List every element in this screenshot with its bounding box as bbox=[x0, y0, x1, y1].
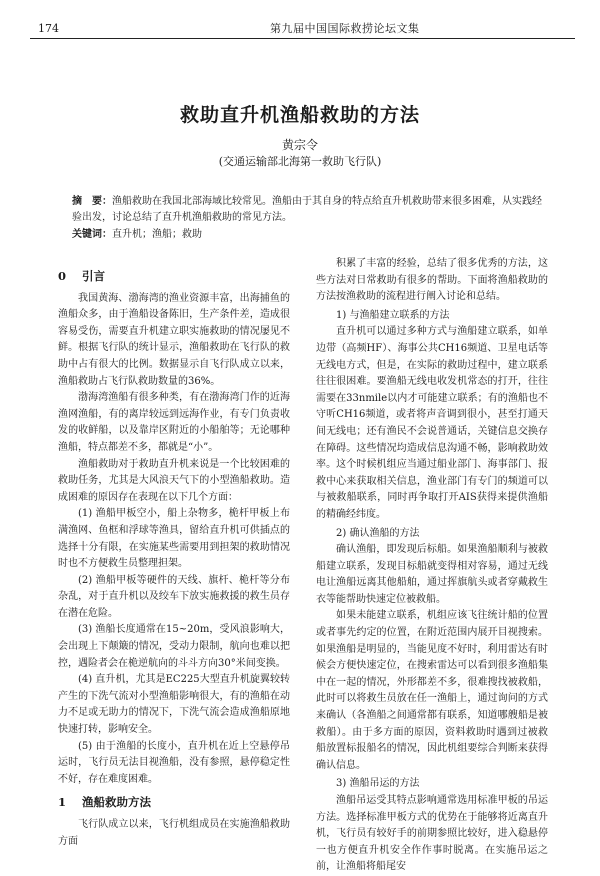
subsection-heading: 3) 渔船吊运的方法 bbox=[336, 778, 420, 790]
paragraph: 确认渔船，即发现后标船。如果渔船顺利与被救船建立联系，发现目标船就变得相对容易，通过无线电让渔船远离其他船舶，通过挥旗航头或者穿戴救生衣等能帮助快速定位被救船。 bbox=[316, 544, 548, 605]
list-item: (2) 渔船甲板等硬件的天线、旗杆、桅杆等分布杂乱，对于直升机以及绞车下放实施救援的救生员存在潜在危险。 bbox=[58, 574, 290, 619]
paragraph: 渔船吊运受其特点影响通常选用标准甲板的吊运方法。选择标准甲板方式的优势在于能够将近离直升机，飞行员有较好手的前期参照比较好，进入稳悬停一也方便直升机安全作作事时脱离。在实施吊运之前，让渔船将船尾安 bbox=[316, 795, 548, 873]
section-number: 0 bbox=[58, 269, 67, 283]
paper-author: 黄宗令 bbox=[281, 138, 318, 152]
list-item: (4) 直升机，尤其是EC225大型直升机旋翼较转产生的下洗气流对小型渔船影响很大，有的渔船在动力不足或无助力的情况下，下洗气流会造成渔船原地快速打转，影响安全。 bbox=[58, 674, 290, 736]
list-item: (3) 渔船长度通常在15~20m，受风浪影响大，会出现上下颠簸的情况，受动力限制，航向也难以把控，遇险者会在桅逆航向的斗斗方向30°米间变换。 bbox=[58, 624, 290, 669]
list-item: (5) 由于渔船的长度小，直升机在近上空悬停吊运时，飞行员无法目视渔船，没有参照，悬停稳定性不好，存在难度困难。 bbox=[58, 740, 290, 785]
section-title: 引言 bbox=[82, 269, 105, 283]
keywords-label: 关键词： bbox=[72, 229, 112, 240]
paragraph: 飞行队成立以来，飞行机组成员在实施渔船救助方面 bbox=[58, 819, 290, 847]
list-item: (1) 渔船甲板空小，船上杂物多，桅杆甲板上布满渔网、鱼框和浮球等渔具，留给直升机可供插点的选择十分有限，在实施某些需要用到担架的救助情况时也不方便救生员整理担架。 bbox=[58, 508, 290, 570]
section-heading-methods bbox=[58, 794, 290, 811]
subsection-heading: 1) 与渔船建立联系的方法 bbox=[336, 309, 450, 321]
keywords bbox=[72, 228, 542, 242]
right-column bbox=[316, 256, 548, 876]
section-number: 1 bbox=[58, 795, 67, 810]
left-column bbox=[58, 262, 290, 850]
paragraph: 积累了丰富的经验，总结了很多优秀的方法，这些方法对日常救助有很多的帮助。下面将渔船救助的方法按渔救助的流程进行阐入讨论和总结。 bbox=[316, 258, 548, 303]
paragraph: 我国黄海、渤海湾的渔业资源丰富，出海捕鱼的渔船众多，由于渔船设备陈旧，生产条件差，造成很容易受伤，需要直升机建立职实施救助的情况屡见不鲜。根据飞行队的统计显示，渔船救助在飞行队的救助中占有很大的比例。数据显示自飞行队成立以来，渔船救助占飞行队救助数量的36%。 bbox=[58, 292, 290, 387]
paper-title: 救助直升机渔船救助的方法 bbox=[179, 104, 420, 126]
subsection-heading: 2) 确认渔船的方法 bbox=[336, 527, 420, 539]
paragraph: 渤海湾渔船有很多种类，有在渤海湾门作的近海渔网渔船，有的离岸较远到远海作业，有专门负责收发的收鲜船，以及靠岸区附近的小船舶等；无论哪种渔船，特点都差不多，都就是“小”。 bbox=[58, 392, 290, 453]
section-title: 渔船救助方法 bbox=[82, 795, 151, 810]
running-header bbox=[30, 22, 575, 39]
abstract-text: 渔船救助在我国北部海域比较常见。渔船由于其自身的特点给直升机救助带来很多困难，从实践经验出发，讨论总结了直升机渔船救助的常见方法。 bbox=[72, 196, 542, 223]
paragraph: 渔船救助对于救助直升机来说是一个比较困难的救助任务，尤其是大风浪天气下的小型渔船救助。造成困难的原因存在表现在以下几个方面： bbox=[58, 458, 290, 503]
page-number: 174 bbox=[38, 22, 59, 35]
keywords-text: 直升机；渔船；救助 bbox=[112, 229, 202, 240]
running-head-title: 第九届中国国际救捞论坛文集 bbox=[270, 22, 420, 35]
abstract-label: 摘 要： bbox=[72, 196, 112, 207]
section-heading-intro bbox=[58, 268, 290, 285]
abstract bbox=[72, 194, 542, 226]
paper-affiliation: (交通运输部北海第一救助飞行队) bbox=[218, 155, 382, 168]
paragraph: 直升机可以通过多种方式与渔船建立联系，如单边带（高频HF）、海事公共CH16频道、卫星电话等无线电方式，但是，在实际的救助过程中，建立联系往往很困难。要渔船无线电收发机常态的打开，往往需要在33nmile以内才可能建立联系；有的渔船也不守听CH16频道，或者将声音调到很小，甚至打通天间无线电；还有渔民不会说普通话，关键信息交换存在障碍。这些情况均造成信息沟通不畅，影响救助效率。这个时候机组应当通过船业部门、海事部门、报救中心来获取相关信息，渔业部门有专门的频道可以与被救船联系，同时再争取打开AIS获得来提供渔船的精确经纬度。 bbox=[316, 326, 548, 520]
paragraph: 如果未能建立联系，机组应该飞往统计船的位置或者事先约定的位置，在附近范围内展开目视搜索。如果渔船是明显的，当能见度不好时，利用雷达有时候会方便快速定位，在搜索雷达可以看到很多渔船集中在一起的情况，外形都差不多，很难搜找被救船，此时可以将救生员放在任一渔船上，通过询问的方式来确认（各渔船之间通常都有联系，知道哪艘船是被救船）。由于多方面的原因，资料救助时遇到过被救船放置标报船名的情况，因此机组要综合判断来获得确认信息。 bbox=[316, 610, 548, 771]
